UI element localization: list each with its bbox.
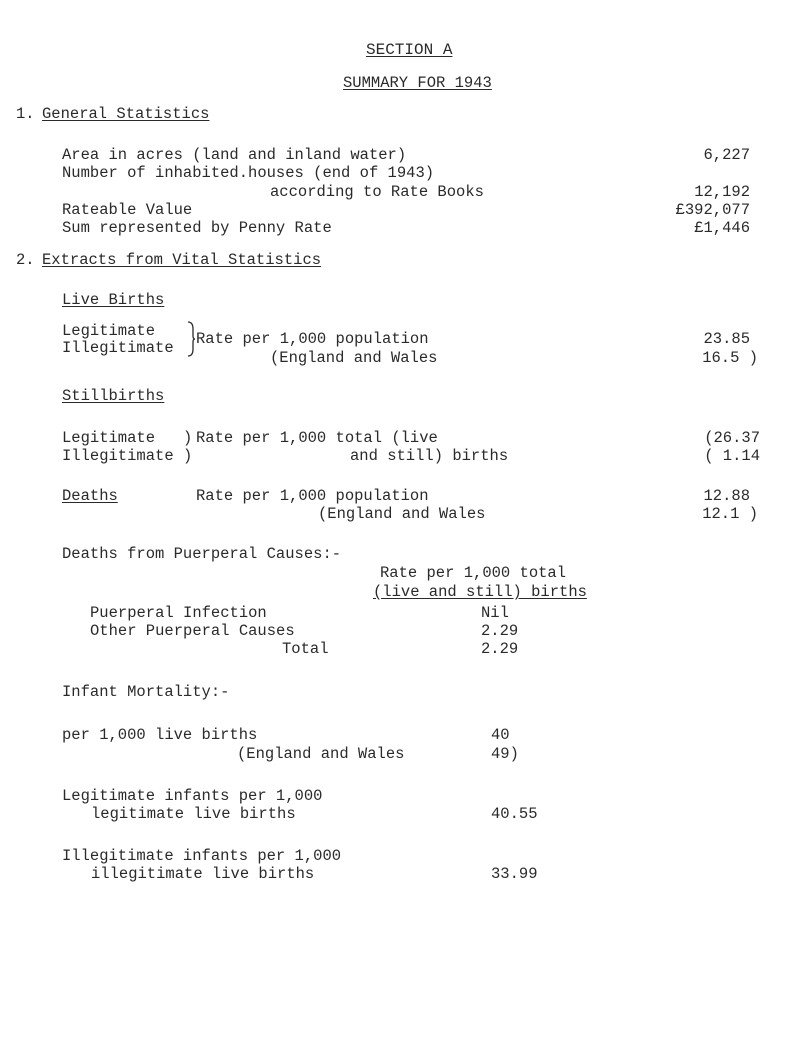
deaths-value: 12.88 bbox=[703, 487, 750, 505]
penny-label: Sum represented by Penny Rate bbox=[62, 219, 332, 237]
penny-value: £1,446 bbox=[694, 219, 750, 237]
im-ew-value: 49) bbox=[491, 745, 519, 763]
rateable-value: £392,077 bbox=[675, 201, 750, 219]
sb-rate-label-cont: and still) births bbox=[350, 447, 509, 465]
lb-brace bbox=[186, 320, 196, 358]
sb-illegitimate: Illegitimate bbox=[62, 447, 174, 465]
deaths-heading: Deaths bbox=[62, 487, 118, 505]
summary-title: SUMMARY FOR 1943 bbox=[343, 74, 492, 92]
im-illegit-value: 33.99 bbox=[491, 865, 538, 883]
houses-value: 12,192 bbox=[694, 183, 750, 201]
im-legit-label-cont: legitimate live births bbox=[91, 805, 296, 823]
deaths-rate-label: Rate per 1,000 population bbox=[196, 487, 429, 505]
deaths-ew-value: 12.1 ) bbox=[702, 505, 758, 523]
im-illegit-label-cont: illegitimate live births bbox=[91, 865, 315, 883]
stillbirths-heading: Stillbirths bbox=[62, 387, 165, 405]
puerperal-total-label: Total bbox=[282, 640, 329, 658]
puerperal-total-value: 2.29 bbox=[481, 640, 519, 658]
im-illegit-label: Illegitimate infants per 1,000 bbox=[62, 847, 342, 865]
area-value: 6,227 bbox=[703, 146, 750, 164]
other-puerperal-label: Other Puerperal Causes bbox=[90, 622, 295, 640]
section-2-heading: Extracts from Vital Statistics bbox=[42, 251, 322, 269]
lb-value: 23.85 bbox=[703, 330, 750, 348]
deaths-ew-label: (England and Wales bbox=[318, 505, 486, 523]
sb-rate-label: Rate per 1,000 total (live bbox=[196, 429, 438, 447]
lb-ew-value: 16.5 ) bbox=[702, 349, 758, 367]
puerperal-infection-label: Puerperal Infection bbox=[90, 604, 267, 622]
live-births-heading: Live Births bbox=[62, 291, 165, 309]
section-1-number: 1. bbox=[16, 105, 35, 123]
im-legit-value: 40.55 bbox=[491, 805, 538, 823]
im-per-value: 40 bbox=[491, 726, 510, 744]
puerperal-heading: Deaths from Puerperal Causes:- bbox=[62, 545, 342, 563]
puerperal-infection-value: Nil bbox=[481, 604, 509, 622]
sb-value-legit: (26.37 bbox=[704, 429, 760, 447]
im-per-label: per 1,000 live births bbox=[62, 726, 258, 744]
im-legit-label: Legitimate infants per 1,000 bbox=[62, 787, 323, 805]
puerperal-rate-label: Rate per 1,000 total bbox=[380, 564, 567, 582]
section-2-number: 2. bbox=[16, 251, 35, 269]
lb-ew-label: (England and Wales bbox=[270, 349, 438, 367]
lb-legitimate: Legitimate bbox=[62, 322, 156, 340]
lb-illegitimate: Illegitimate bbox=[62, 339, 174, 357]
sb-paren-1: ) bbox=[183, 429, 193, 447]
im-ew-label: (England and Wales bbox=[237, 745, 405, 763]
area-label: Area in acres (land and inland water) bbox=[62, 146, 407, 164]
sb-value-illegit: ( 1.14 bbox=[704, 447, 760, 465]
rateable-label: Rateable Value bbox=[62, 201, 193, 219]
houses-label-cont: according to Rate Books bbox=[270, 183, 484, 201]
other-puerperal-value: 2.29 bbox=[481, 622, 519, 640]
sb-legitimate: Legitimate bbox=[62, 429, 156, 447]
sb-paren-2: ) bbox=[183, 447, 193, 465]
houses-label: Number of inhabited.houses (end of 1943) bbox=[62, 164, 435, 182]
lb-rate-label: Rate per 1,000 population bbox=[196, 330, 429, 348]
puerperal-rate-label-cont: (live and still) births bbox=[373, 583, 587, 601]
section-1-heading: General Statistics bbox=[42, 105, 210, 123]
infant-mortality-heading: Infant Mortality:- bbox=[62, 683, 230, 701]
section-title: SECTION A bbox=[366, 41, 453, 59]
